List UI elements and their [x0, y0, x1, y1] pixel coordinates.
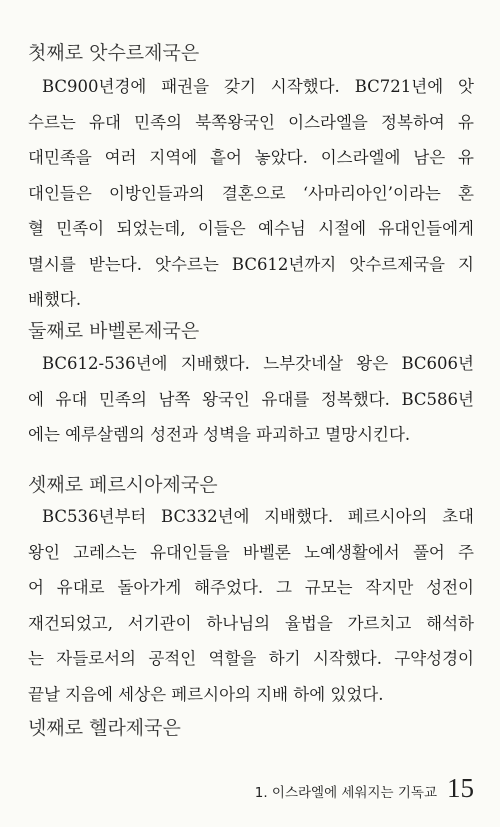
body-line: BC612-536년에 지배했다. 느부갓네살 왕은 BC606년	[42, 354, 474, 373]
section-body-assyria	[28, 69, 474, 318]
page-number: 15	[447, 773, 474, 803]
body-line: BC900년경에 패권을 갖기 시작했다. BC721년에 앗	[42, 77, 474, 96]
section-heading-babylon: 둘째로 바벨론제국은	[28, 320, 200, 342]
body-line: 배했다.	[28, 290, 82, 309]
section-heading-persia: 셋째로 페르시아제국은	[28, 474, 218, 496]
body-line: 왕인 고레스는 유대인들을 바벨론 노예생활에서 풀어 주	[28, 542, 474, 562]
body-line: 에 유대 민족의 남쪽 왕국인 유대를 정복했다. BC586년	[28, 389, 474, 409]
body-line: BC536년부터 BC332년에 지배했다. 페르시아의 초대	[42, 507, 474, 526]
body-line: 대민족을 여러 지역에 흩어 놓았다. 이스라엘에 남은 유	[28, 148, 474, 167]
section-heading-assyria: 첫째로 앗수르제국은	[28, 42, 200, 64]
body-line: 수르는 유대 민족의 북쪽왕국인 이스라엘을 정복하여 유	[28, 112, 474, 132]
section-heading-greece: 넷째로 헬라제국은	[28, 717, 181, 739]
body-line: 는 자들로서의 공적인 역할을 하기 시작했다. 구약성경이	[28, 649, 474, 668]
body-line: 멸시를 받는다. 앗수르는 BC612년까지 앗수르제국을 지	[28, 254, 474, 274]
body-line: 대인들은 이방인들과의 결혼으로 ‘사마리아인’이라는 혼	[28, 183, 474, 203]
section-body-babylon	[28, 346, 474, 453]
chapter-title: 1. 이스라엘에 세워지는 기독교	[254, 785, 437, 801]
body-line: 끝날 지음에 세상은 페르시아의 지배 하에 있었다.	[28, 684, 384, 704]
body-line: 에는 예루살렘의 성전과 성벽을 파괴하고 멸망시킨다.	[28, 425, 411, 444]
body-line: 재건되었고, 서기관이 하나님의 율법을 가르치고 해석하	[28, 613, 474, 633]
page-footer	[255, 773, 474, 804]
body-line: 어 유대로 돌아가게 해주었다. 그 규모는 작지만 성전이	[28, 578, 474, 597]
body-line: 혈 민족이 되었는데, 이들은 예수님 시절에 유대인들에게	[28, 219, 474, 238]
section-body-persia	[28, 499, 474, 712]
